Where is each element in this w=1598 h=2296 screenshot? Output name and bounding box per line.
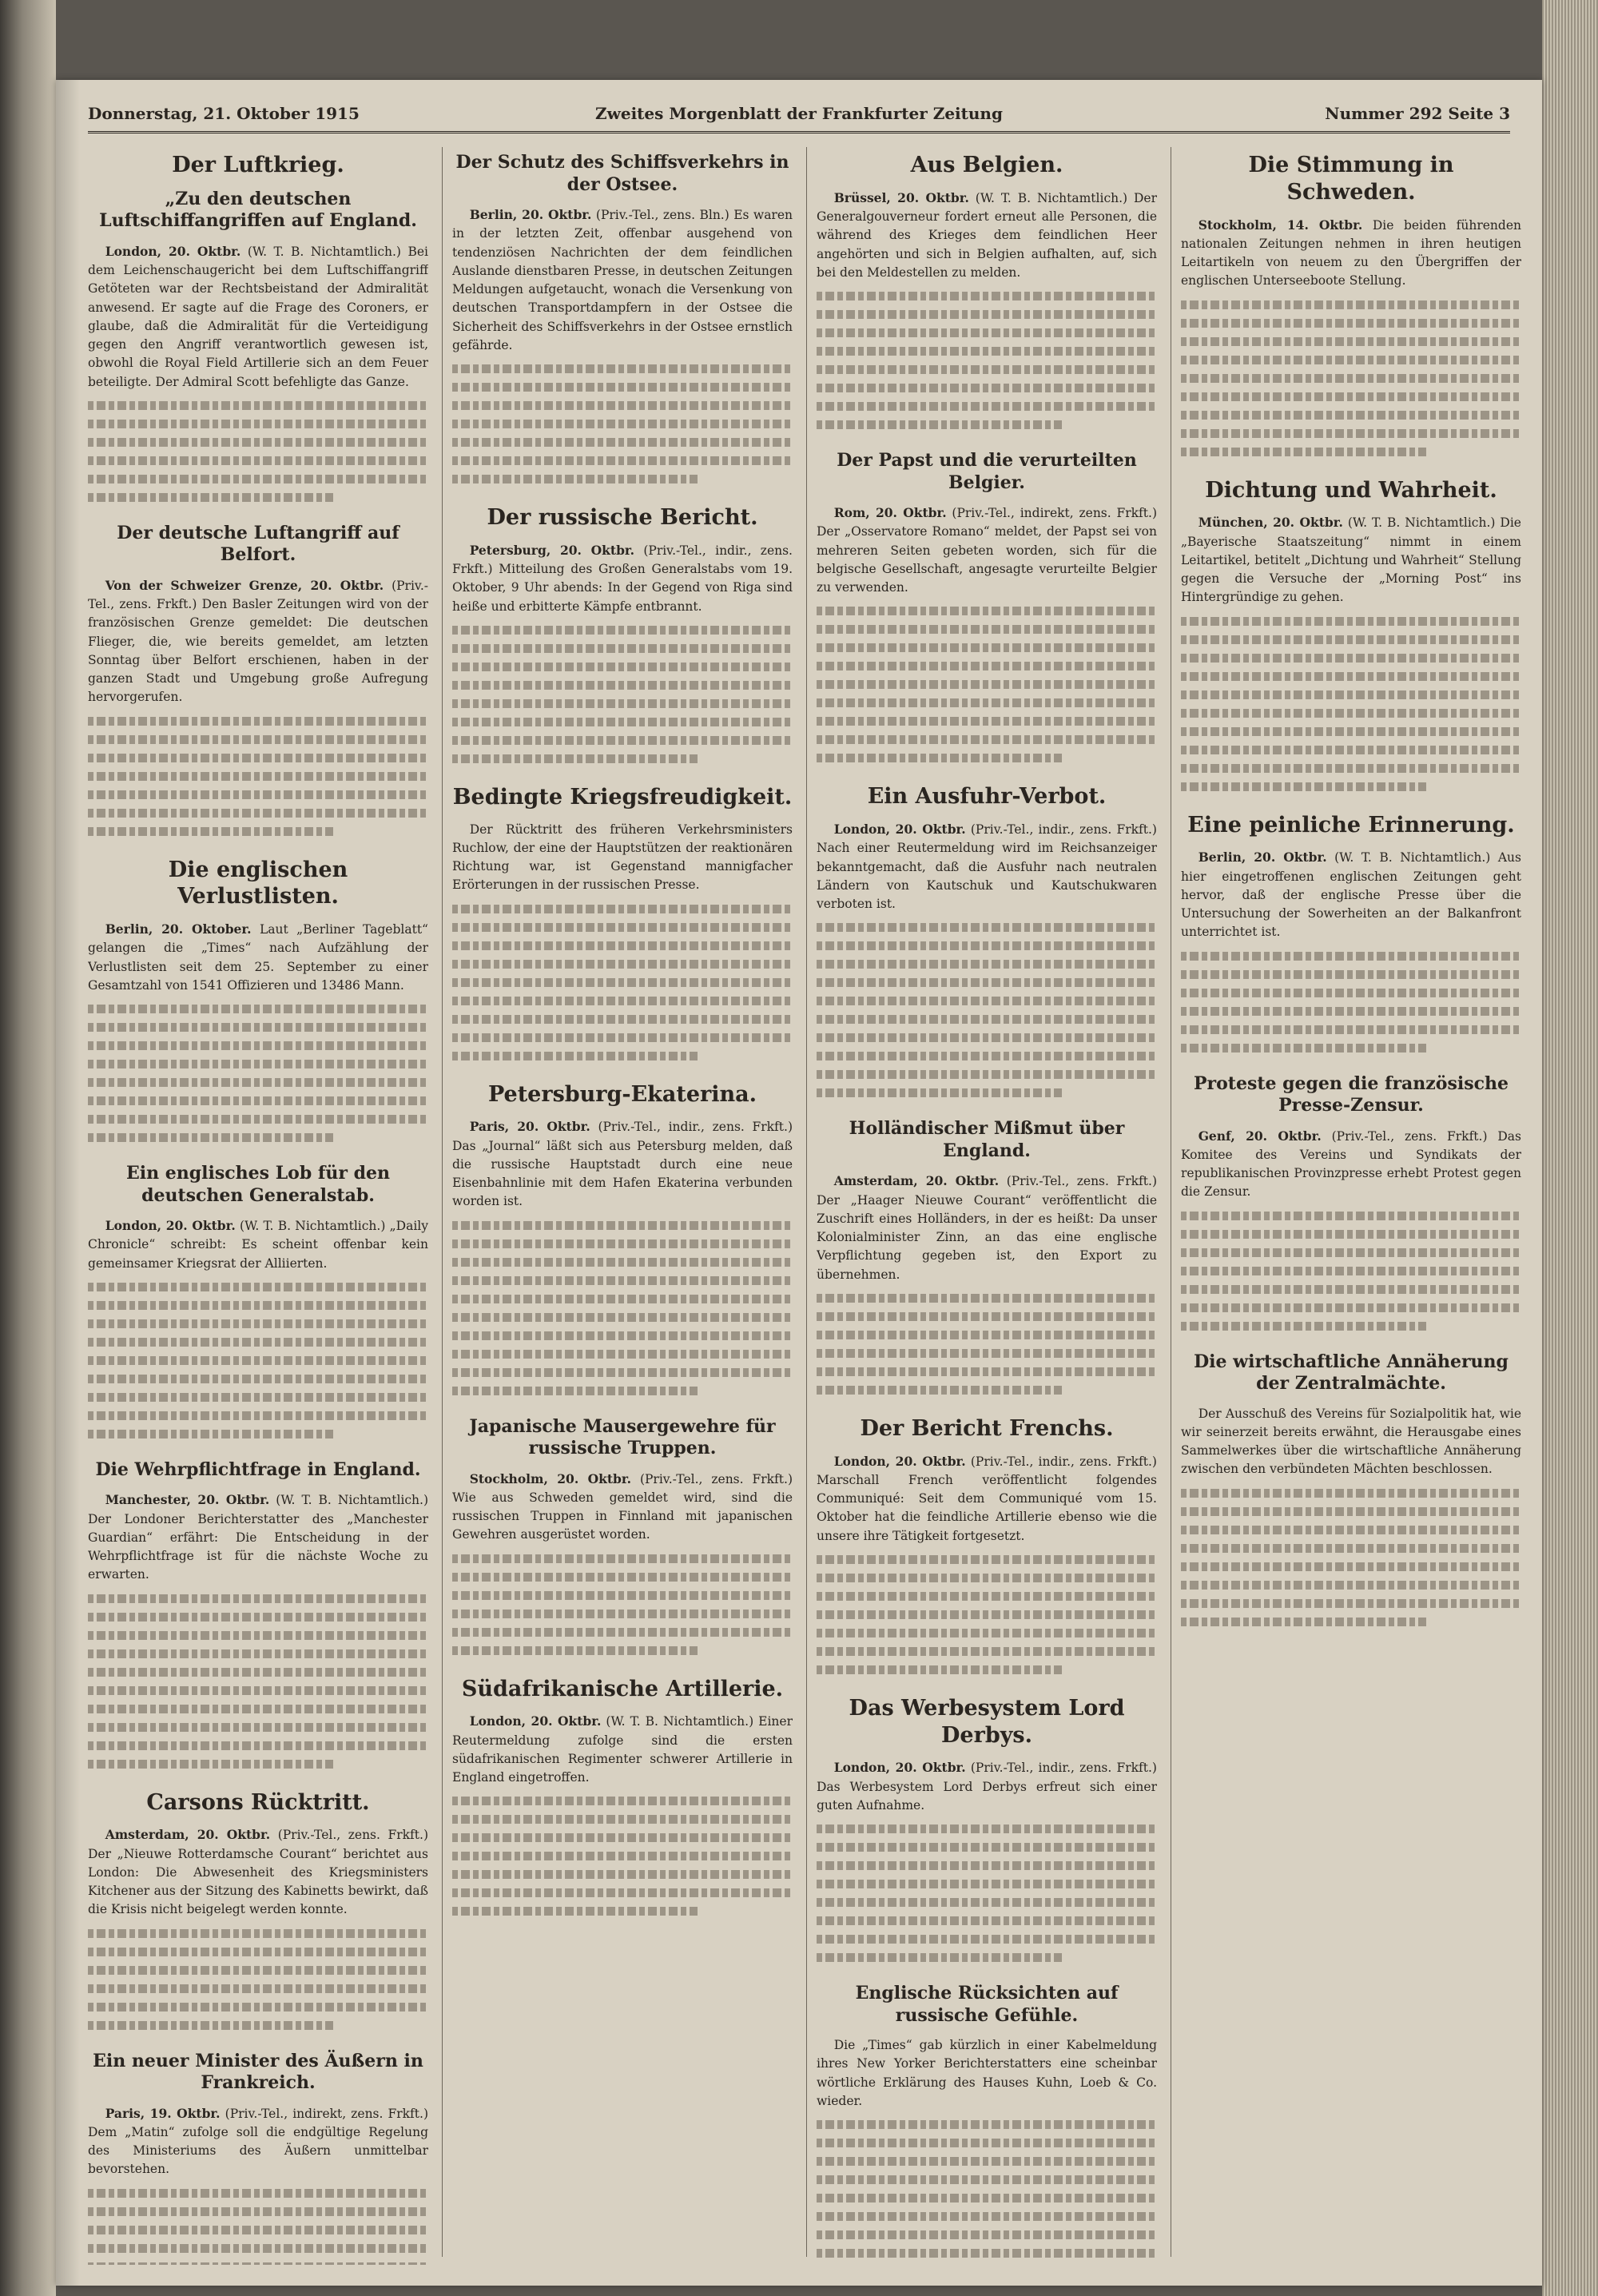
text-continuation xyxy=(452,1797,793,1916)
masthead-number: Nummer 292 Seite 3 xyxy=(1325,104,1510,123)
article-body xyxy=(452,1712,793,1787)
article-body xyxy=(452,205,793,355)
text-continuation xyxy=(817,2120,1157,2265)
article-text: (W. T. B. Nichtamtlich.) Der Londoner Berichterstatter des „Manchester Guardian“ erfährt: Die Entscheidung in der Wehrpflichtfrage ist für die nächste Woche zu erwarten. xyxy=(88,1493,428,1582)
masthead xyxy=(88,96,1510,133)
text-continuation xyxy=(1181,952,1521,1052)
article-body xyxy=(452,821,793,895)
text-continuation xyxy=(817,1294,1157,1395)
article-dateline: Amsterdam, 20. Oktbr. xyxy=(105,1827,271,1843)
text-continuation xyxy=(1181,1489,1521,1626)
text-continuation xyxy=(452,1221,793,1395)
masthead-title: Zweites Morgenblatt der Frankfurter Zeitung xyxy=(595,104,1003,123)
article xyxy=(817,1983,1157,2265)
article-dateline: Amsterdam, 20. Oktbr. xyxy=(833,1173,1000,1189)
article xyxy=(452,784,793,1060)
text-continuation xyxy=(88,1283,428,1438)
article-text: (Priv.-Tel., indirekt, zens. Frkft.) Der „Osservatore Romano“ meldet, der Papst sei von mehreren Seiten gebeten worden, sich für die belgische Gesellschaft, angesagte verurteilte Belgier zu verwenden. xyxy=(817,506,1157,595)
article-headline: Die englischen Verlustlisten. xyxy=(168,857,348,909)
article-text: (Priv.-Tel., indir., zens. Frkft.) Nach einer Reutermeldung wird im Reichsanzeiger bekanntgemacht, daß die Ausfuhr nach neutralen Ländern von Kautschuk und Kautschukwaren verboten ist. xyxy=(817,822,1157,911)
article-headline: Holländischer Mißmut über England. xyxy=(849,1118,1125,1161)
article-body xyxy=(88,1216,428,1273)
article xyxy=(817,450,1157,762)
article-dateline: München, 20. Oktbr. xyxy=(1198,515,1343,531)
article-headline: Japanische Mausergewehre für russische Truppen. xyxy=(469,1415,776,1458)
article-text: (Priv.-Tel., zens. Frkft.) Der „Haager Nieuwe Courant“ veröffentlicht die Zuschrift eines Holländers, in der es heißt: Da unser Kolonialminister Zinn, an das eine englische Verpflichtung gegeben ist, den Export zu übernehmen. xyxy=(817,1174,1157,1282)
text-continuation xyxy=(817,1824,1157,1962)
article-text: Laut „Berliner Tageblatt“ gelangen die „Times“ nach Aufzählung der Verlustlisten seit dem 25. September zu einer Gesamtzahl von 1541 Offizieren und 13486 Mann. xyxy=(88,922,428,993)
article-dateline: Paris, 19. Oktbr. xyxy=(105,2105,221,2121)
article xyxy=(88,857,428,1143)
article-body xyxy=(88,242,428,392)
text-continuation xyxy=(452,905,793,1060)
page-stack-edge xyxy=(1542,0,1598,2296)
article-body xyxy=(88,920,428,995)
article-dateline: London, 20. Oktbr. xyxy=(105,1218,236,1233)
article-headline: Der Schutz des Schiffsverkehrs in der Ostsee. xyxy=(455,152,789,195)
article-headline: Die Wehrpflichtfrage in England. xyxy=(95,1458,421,1480)
article xyxy=(452,1676,793,1916)
article xyxy=(1181,812,1521,1052)
article-body xyxy=(1181,216,1521,291)
article-dateline: Stockholm, 14. Oktbr. xyxy=(1198,217,1363,233)
article-text: Die beiden führenden nationalen Zeitungen nehmen in ihren heutigen Leitartikeln von neuem zu den Übergriffen der englischen Unterseeboote Stellung. xyxy=(1181,217,1521,288)
article-text: (Priv.-Tel., zens. Frkft.) Der „Nieuwe Rotterdamsche Courant“ berichtet aus London: Die Abwesenheit des Kriegsministers Kitchener aus der Sitzung des Kabinetts bewirkt, daß die Krisis nicht beigelegt werden konnte. xyxy=(88,1828,428,1917)
article-text: (W. T. B. Nichtamtlich.) „Daily Chronicle“ schreibt: Es scheint offenbar kein gemeinsamer Kriegsrat der Alliierten. xyxy=(88,1219,428,1271)
article-body xyxy=(88,2104,428,2179)
article-dateline: London, 20. Oktbr. xyxy=(833,1453,966,1469)
article xyxy=(817,1695,1157,1962)
article-text: (Priv.-Tel., indir., zens. Frkft.) Marschall French veröffentlicht folgendes Communiqué: Seit dem Communiqué vom 15. Oktober hat die feindliche Artillerie ebenso wie die unsere ihre Tätigkeit fortgesetzt. xyxy=(817,1454,1157,1543)
article-body xyxy=(1181,1405,1521,1479)
article-dateline: Petersburg, 20. Oktbr. xyxy=(469,542,635,558)
column-3 xyxy=(817,147,1157,2265)
text-continuation xyxy=(88,2189,428,2266)
column-1 xyxy=(88,147,428,2265)
article-body xyxy=(88,1825,428,1919)
article-headline: Dichtung und Wahrheit. xyxy=(1205,477,1497,503)
article-headline: Ein englisches Lob für den deutschen Generalstab. xyxy=(126,1163,390,1206)
article-dateline: Brüssel, 20. Oktbr. xyxy=(833,189,969,205)
article-headline: Proteste gegen die französische Presse-Zensur. xyxy=(1194,1072,1509,1116)
article xyxy=(88,1459,428,1769)
article xyxy=(452,1416,793,1655)
article xyxy=(88,152,428,502)
article-body xyxy=(817,2036,1157,2111)
article xyxy=(817,783,1157,1097)
article-body xyxy=(817,820,1157,913)
text-continuation xyxy=(88,1005,428,1142)
gutter-shadow xyxy=(56,80,80,2286)
article-headline: Der Luftkrieg. xyxy=(172,153,344,177)
article-dateline: Paris, 20. Oktbr. xyxy=(469,1119,590,1135)
article xyxy=(1181,1073,1521,1331)
article-dateline: Berlin, 20. Oktober. xyxy=(105,921,252,937)
text-continuation xyxy=(1181,617,1521,791)
text-continuation xyxy=(452,626,793,763)
article-text: (Priv.-Tel., zens. Frkft.) Das Komitee des Vereins und Syndikats der republikanischen Provinzpresse erhebt Protest gegen die Zensur. xyxy=(1181,1128,1521,1200)
article-text: (Priv.-Tel., indir., zens. Frkft.) Mitteilung des Großen Generalstabs vom 19. Oktober, 9 Uhr abends: In der Gegend von Riga sind heiße und erbitterte Kämpfe entbrannt. xyxy=(452,543,793,614)
article xyxy=(817,1118,1157,1395)
column-rule xyxy=(806,147,807,2257)
article-text: (W. T. B. Nichtamtlich.) Aus hier eingetroffenen englischen Zeitungen geht hervor, daß der englische Presse über die Untersuchung der Sowerheiten an der Balkanfront unterrichtet ist. xyxy=(1181,850,1521,940)
article-body xyxy=(452,541,793,616)
text-continuation xyxy=(817,607,1157,762)
text-continuation xyxy=(88,401,428,502)
article-text: (Priv.-Tel., zens. Frkft.) Den Basler Zeitungen wird von der französischen Grenze gemeldet: Die deutschen Flieger, die, wie bereits gemeldet, am letzten Sonntag über Belfort erschienen, haben in der ganzen Stadt und Umgebung große Aufregung hervorgerufen. xyxy=(88,578,428,705)
article-body xyxy=(1181,848,1521,941)
article-headline: Der russische Bericht. xyxy=(487,505,758,530)
column-2 xyxy=(452,147,793,2265)
text-continuation xyxy=(1181,1212,1521,1331)
article-dateline: Genf, 20. Oktbr. xyxy=(1198,1128,1322,1144)
article xyxy=(817,1415,1157,1674)
article-dateline: Von der Schweizer Grenze, 20. Oktbr. xyxy=(105,577,384,593)
article xyxy=(88,1789,428,2030)
article-text: (Priv.-Tel., indir., zens. Frkft.) Das Werbesystem Lord Derbys erfreut sich einer guten Aufnahme. xyxy=(817,1761,1157,1813)
article-dateline: London, 20. Oktbr. xyxy=(469,1713,602,1729)
article-text: (W. T. B. Nichtamtlich.) Der Generalgouverneur fordert erneut alle Personen, die während des Krieges dem feindlichen Heer angehörten und sich in Belgien aufhalten, auf, sich bei den Meldestellen zu melden. xyxy=(817,190,1157,280)
article-body xyxy=(1181,1127,1521,1202)
article xyxy=(88,1163,428,1438)
article-text: (Priv.-Tel., indir., zens. Frkft.) Das „Journal“ läßt sich aus Petersburg melden, daß die russische Hauptstadt durch eine neue Eisenbahnlinie mit dem Hafen Ekaterina verbunden worden ist. xyxy=(452,1120,793,1209)
article xyxy=(1181,152,1521,456)
article xyxy=(88,2051,428,2266)
article-text: (Priv.-Tel., zens. Frkft.) Wie aus Schweden gemeldet wird, sind die russischen Truppen in Finnland mit japanischen Gewehren ausgerüstet worden. xyxy=(452,1471,793,1542)
article-headline: Das Werbesystem Lord Derbys. xyxy=(849,1695,1125,1748)
article xyxy=(452,504,793,763)
article-headline: Englische Rücksichten auf russische Gefühle. xyxy=(855,1983,1119,2026)
article-headline: Der deutsche Luftangriff auf Belfort. xyxy=(117,522,400,566)
article-dateline: Stockholm, 20. Oktbr. xyxy=(469,1470,631,1486)
article-dateline: Manchester, 20. Oktbr. xyxy=(105,1492,270,1508)
article xyxy=(1181,477,1521,791)
article-headline: Die Stimmung in Schweden. xyxy=(1248,153,1454,205)
text-continuation xyxy=(817,923,1157,1097)
article-headline: Ein Ausfuhr-Verbot. xyxy=(867,784,1107,810)
text-continuation xyxy=(88,717,428,836)
article-body xyxy=(88,576,428,707)
article-body xyxy=(817,1758,1157,1815)
article-subheadline: „Zu den deutschen Luftschiffangriffen auf England. xyxy=(99,188,417,232)
article-headline: Die wirtschaftliche Annäherung der Zentralmächte. xyxy=(1194,1351,1509,1394)
article-body xyxy=(817,1172,1157,1284)
article-body xyxy=(817,503,1157,597)
article-text: (Priv.-Tel., zens. Bln.) Es waren in der letzten Zeit, offenbar ausgehend von tendenziösen Nachrichten der dem feindlichen Auslande dienstbaren Presse, in deutschen Zeitungen Meldungen aufgetaucht, wonach die Versenkung von deutschen Transportdampfern in der Ostsee die Sicherheit des Schiffsverkehrs in der Ostsee ernstlich gefährde. xyxy=(452,208,793,352)
article-text: (W. T. B. Nichtamtlich.) Bei dem Leichenschaugericht bei dem Luftschiffangriff Getöteten war der Rechtsbeistand der Admiralität anwesend. Er sagte auf die Frage des Coroners, er glaube, daß die Admiralität für die Verteidigung gegen den Angriff verantwortlich gewesen ist, obwohl die Royal Field Artillerie sich an dem Feuer beteiligte. Der Admiral Scott befehligte das Ganze. xyxy=(88,244,428,389)
article-text: (W. T. B. Nichtamtlich.) Einer Reutermeldung zufolge sind die ersten südafrikanischen Regimenter schwerer Artillerie in England eingetroffen. xyxy=(452,1714,793,1785)
article-dateline: London, 20. Oktbr. xyxy=(833,822,966,837)
article-body xyxy=(88,1490,428,1584)
column-rule xyxy=(442,147,443,2257)
article xyxy=(88,523,428,836)
article-text: Der Rücktritt des früheren Verkehrsministers Ruchlow, der eine der Hauptstützen der reaktionären Richtung war, ist Gegenstand mannigfacher Erörterungen in der russischen Presse. xyxy=(452,822,793,893)
article-text: Die „Times“ gab kürzlich in einer Kabelmeldung ihres New Yorker Berichterstatters eine scheinbar wörtliche Erklärung des Hauses Kuhn, Loeb & Co. wieder. xyxy=(817,2038,1157,2108)
article-headline: Carsons Rücktritt. xyxy=(146,1789,370,1815)
text-continuation xyxy=(88,1929,428,2030)
article-dateline: London, 20. Oktbr. xyxy=(105,243,241,259)
article-headline: Aus Belgien. xyxy=(910,153,1063,177)
article-text: (W. T. B. Nichtamtlich.) Die „Bayerische Staatszeitung“ nimmt in einem Leitartikel, betitelt „Dichtung und Wahrheit“ Stellung gegen die Versuche der „Morning Post“ ins Hintergründige zu gehen. xyxy=(1181,515,1521,605)
article-headline: Der Bericht Frenchs. xyxy=(860,1415,1114,1441)
text-continuation xyxy=(1181,300,1521,456)
article xyxy=(1181,1351,1521,1626)
article-dateline: Berlin, 20. Oktbr. xyxy=(469,207,592,222)
text-continuation xyxy=(88,1594,428,1769)
article xyxy=(817,152,1157,429)
article-headline: Der Papst und die verurteilten Belgier. xyxy=(837,450,1137,493)
article-headline: Bedingte Kriegsfreudigkeit. xyxy=(452,784,793,810)
article xyxy=(452,1081,793,1395)
article-body xyxy=(817,1452,1157,1546)
text-continuation xyxy=(452,364,793,483)
article-headline: Südafrikanische Artillerie. xyxy=(461,1676,784,1701)
article-body xyxy=(817,189,1157,282)
article-body xyxy=(452,1470,793,1545)
column-4 xyxy=(1181,147,1521,2265)
article-dateline: London, 20. Oktbr. xyxy=(833,1760,966,1776)
article xyxy=(452,152,793,483)
article-text: Der Ausschuß des Vereins für Sozialpolitik hat, wie wir seinerzeit bereits erwähnt, die Herausgabe eines Sammelwerkes über die wirtschaftliche Annäherung zwischen den verbündeten Mächten beschlossen. xyxy=(1181,1406,1521,1477)
text-continuation xyxy=(817,292,1157,429)
article-headline: Ein neuer Minister des Äußern in Frankreich. xyxy=(93,2050,423,2093)
book-binding xyxy=(0,0,56,2296)
masthead-date: Donnerstag, 21. Oktober 1915 xyxy=(88,104,360,123)
article-body xyxy=(1181,513,1521,607)
article-text: (Priv.-Tel., indirekt, zens. Frkft.) Dem „Matin“ zufolge soll die endgültige Regelung des Ministeriums des Äußern unmittelbar bevorstehen. xyxy=(88,2106,428,2177)
text-continuation xyxy=(452,1554,793,1655)
article-dateline: Berlin, 20. Oktbr. xyxy=(1198,850,1327,865)
text-continuation xyxy=(817,1555,1157,1674)
article-body xyxy=(452,1117,793,1211)
newspaper-page xyxy=(56,80,1542,2286)
article-dateline: Rom, 20. Oktbr. xyxy=(833,505,947,520)
article-headline: Petersburg-Ekaterina. xyxy=(487,1081,757,1107)
article-headline: Eine peinliche Erinnerung. xyxy=(1187,812,1515,838)
